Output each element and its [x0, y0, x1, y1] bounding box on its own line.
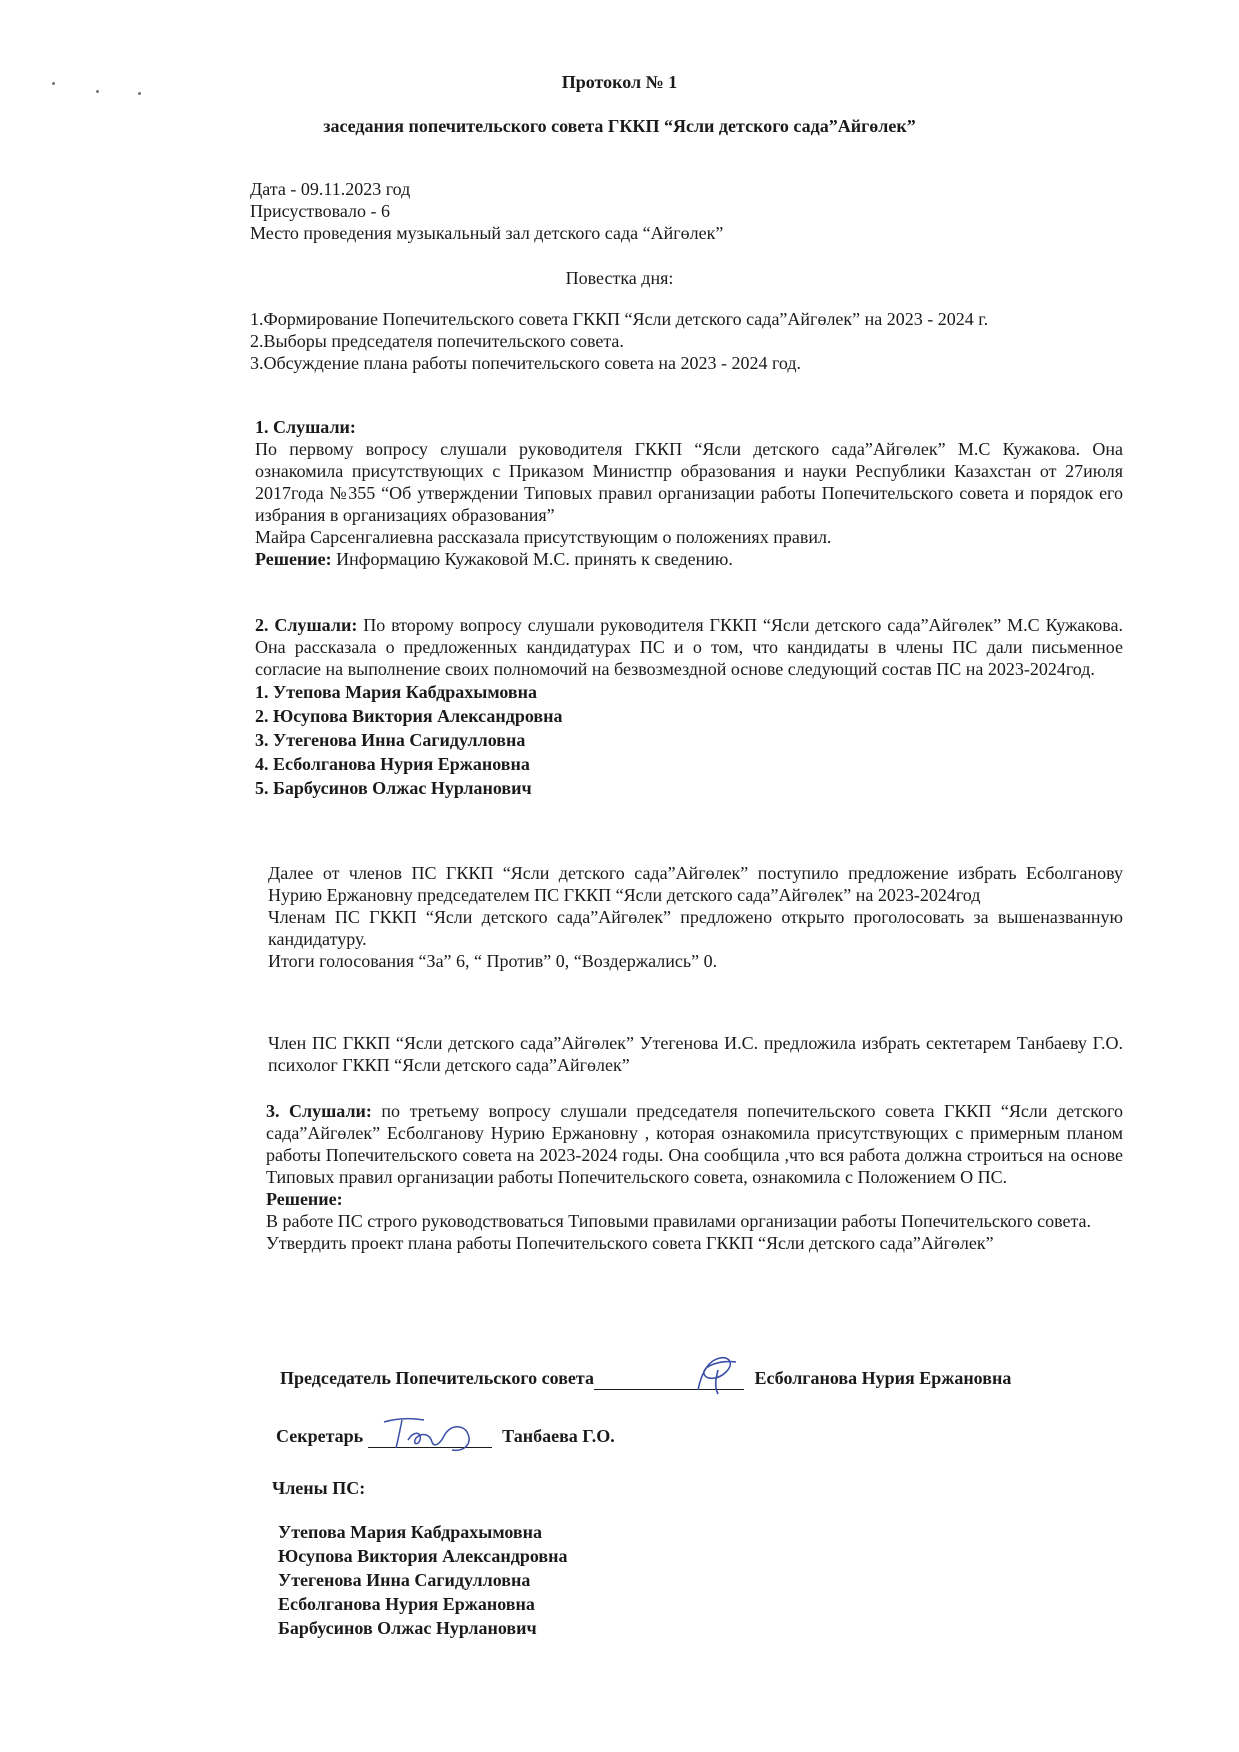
section-3-decision-text-2: Утвердить проект плана работы Попечительского совета ГККП “Ясли детского сада”Айгөлек”	[266, 1233, 994, 1253]
secretary-name: Танбаева Г.О.	[502, 1426, 615, 1446]
section-2-heading: 2. Слушали:	[255, 615, 358, 635]
member-item: 2. Юсупова Виктория Александровна	[255, 706, 563, 726]
election-proposal: Далее от членов ПС ГККП “Ясли детского сада”Айгөлек” поступило предложение избрать Есболганову Нурию Ержановну председателем ПС ГККП “Ясли детского сада”Айгөлек” на 2023-2024год	[268, 863, 1123, 905]
section-3-heading: 3. Слушали:	[266, 1101, 372, 1121]
signature-member-list	[278, 1520, 568, 1640]
section-1	[255, 416, 1123, 570]
page-subtitle: заседания попечительского совета ГККП “Ясли детского сада”Айгөлек”	[323, 116, 916, 136]
section-3-paragraph	[266, 1100, 1123, 1188]
page-title: Протокол № 1	[561, 72, 678, 92]
section-3-decision-text: В работе ПС строго руководствоваться Типовыми правилами организации работы Попечительского совета.	[266, 1211, 1092, 1231]
election-block	[268, 862, 1123, 972]
secretary-proposal: Член ПС ГККП “Ясли детского сада”Айгөлек” Утегенова И.С. предложила избрать сектетарем Танбаеву Г.О. психолог ГККП “Ясли детского сада”Айгөлек”	[268, 1033, 1123, 1075]
secretary-proposal-block	[268, 1032, 1123, 1076]
agenda-item: 3.Обсуждение плана работы попечительского совета на 2023 - 2024 год.	[250, 353, 802, 373]
signature-member: Есболганова Нурия Ержановна	[278, 1594, 535, 1614]
section-2	[255, 614, 1123, 800]
member-item: 1. Утепова Мария Кабдрахымовна	[255, 682, 537, 702]
section-1-heading: 1. Слушали:	[255, 417, 356, 437]
members-label: Члены ПС:	[272, 1478, 366, 1498]
meeting-date: Дата - 09.11.2023 год	[250, 179, 411, 199]
member-item: 4. Есболганова Нурия Ержановна	[255, 754, 530, 774]
agenda-item: 2.Выборы председателя попечительского совета.	[250, 331, 624, 351]
agenda-item: 1.Формирование Попечительского совета ГККП “Ясли детского сада”Айгөлек” на 2023 - 2024 г.	[250, 309, 989, 329]
section-1-text: По первому вопросу слушали руководителя ГККП “Ясли детского сада”Айгөлек” М.С Кужакова. Она ознакомила присутствующих с Приказом Министпр образования и науки Республики Казахстан от 27июля 2017года №355 “Об утверждении Типовых правил организации работы Попечительского совета и порядок его избрания в организациях образования”	[255, 439, 1123, 525]
chair-name: Есболганова Нурия Ержановна	[754, 1368, 1012, 1388]
decision-label: Решение:	[255, 549, 332, 569]
signature-member: Барбусинов Олжас Нурланович	[278, 1618, 537, 1638]
section-1-text-2: Майра Сарсенгалиевна рассказала присутствующим о положениях правил.	[255, 527, 832, 547]
election-vote-proposal: Членам ПС ГККП “Ясли детского сада”Айгөлек” предложено открыто проголосовать за вышеназванную кандидатуру.	[268, 907, 1123, 949]
section-3-decision-label: Решение:	[266, 1189, 343, 1209]
section-2-text: По второму вопросу слушали руководителя ГККП “Ясли детского сада”Айгөлек” М.С Кужакова. Она рассказала о предложенных кандидатурах ПС и о том, что кандидаты в члены ПС дали письменное согласие на выполнение своих полномочий на безвозмездной основе следующий состав ПС на 2023-2024год.	[255, 615, 1123, 679]
agenda-list	[250, 308, 988, 374]
election-results: Итоги голосования “За” 6, “ Против” 0, “Воздержались” 0.	[268, 951, 718, 971]
member-item: 3. Утегенова Инна Сагидулловна	[255, 730, 526, 750]
secretary-signature	[378, 1410, 498, 1456]
decision-text: Информацию Кужаковой М.С. принять к сведению.	[331, 549, 733, 569]
section-3-text: по третьему вопросу слушали председателя попечительского совета ГККП “Ясли детского сада”Айгөлек” Есболганову Нурию Ержановну , которая ознакомила присутствующих с примерным планом работы Попечительского совета на 2023-2024 годы. Она сообщила ,что вся работа должна строиться на основе Типовых правил организации работы Попечительского совета, ознакомила с Положением О ПС.	[266, 1101, 1123, 1187]
meeting-attendance: Присуствовало - 6	[250, 201, 391, 221]
agenda-title: Повестка дня:	[565, 268, 674, 288]
meeting-meta	[250, 178, 723, 244]
section-2-paragraph	[255, 614, 1123, 680]
signature-member: Утепова Мария Кабдрахымовна	[278, 1522, 542, 1542]
member-item: 5. Барбусинов Олжас Нурланович	[255, 778, 532, 798]
member-list	[255, 680, 1123, 800]
meeting-place: Место проведения музыкальный зал детского сада “Айгөлек”	[250, 223, 724, 243]
section-3	[266, 1100, 1123, 1254]
section-1-decision	[255, 548, 1123, 570]
chair-signature-line	[280, 1368, 1011, 1390]
chair-label: Председатель Попечительского совета	[280, 1368, 594, 1388]
signature-member: Утегенова Инна Сагидулловна	[278, 1570, 531, 1590]
chair-signature	[680, 1350, 760, 1400]
signature-member: Юсупова Виктория Александровна	[278, 1546, 568, 1566]
secretary-label: Секретарь	[276, 1426, 364, 1446]
